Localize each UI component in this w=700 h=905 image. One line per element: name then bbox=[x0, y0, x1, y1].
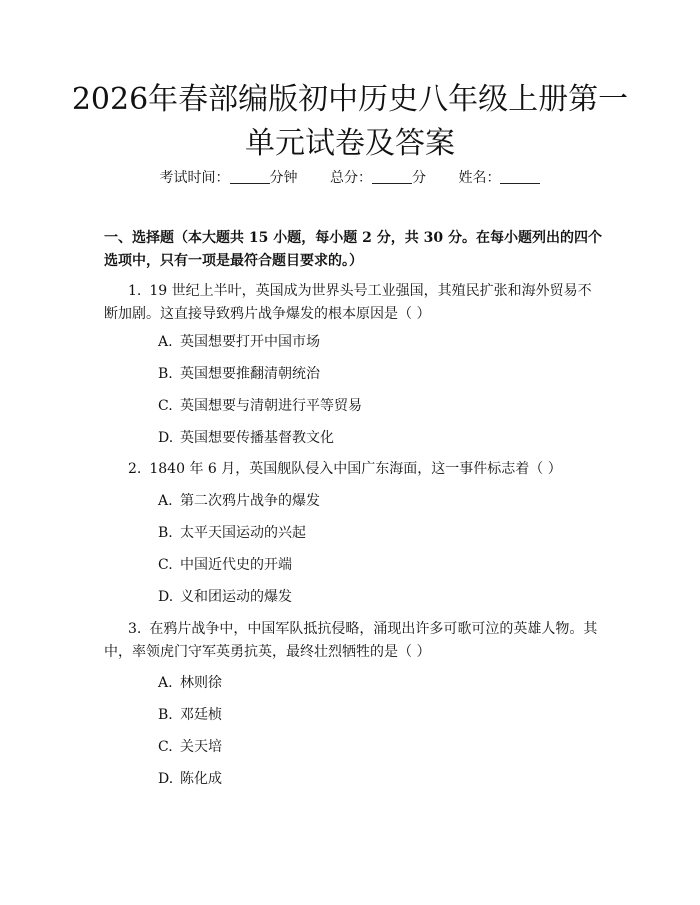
option-text: 陈化成 bbox=[180, 771, 222, 787]
time-blank bbox=[230, 169, 270, 184]
option-letter: B. bbox=[158, 707, 173, 723]
question-number: 3. bbox=[128, 621, 142, 637]
option-letter: B. bbox=[158, 525, 173, 541]
option-text: 邓廷桢 bbox=[180, 707, 222, 723]
name-label: 姓名： bbox=[458, 170, 501, 186]
option-text: 义和团运动的爆发 bbox=[180, 589, 292, 605]
question-1 bbox=[104, 280, 604, 326]
option-letter: D. bbox=[158, 589, 174, 605]
option-text: 中国近代史的开端 bbox=[180, 557, 292, 573]
option-text: 英国想要传播基督教文化 bbox=[180, 430, 334, 446]
question-number: 2. bbox=[128, 461, 142, 477]
exam-title: 2026年春部编版初中历史八年级上册第一单元试卷及答案 bbox=[71, 82, 629, 161]
name-field bbox=[458, 170, 540, 186]
score-unit: 分 bbox=[412, 170, 426, 186]
option-letter: D. bbox=[158, 771, 174, 787]
question-3-option-a bbox=[158, 673, 598, 693]
option-letter: A. bbox=[158, 675, 173, 691]
option-text: 第二次鸦片战争的爆发 bbox=[180, 493, 320, 509]
exam-meta bbox=[0, 168, 700, 188]
question-1-option-a bbox=[158, 332, 598, 352]
question-2-option-d bbox=[158, 587, 598, 607]
question-1-option-b bbox=[158, 364, 598, 384]
option-text: 英国想要与清朝进行平等贸易 bbox=[180, 398, 362, 414]
option-letter: B. bbox=[158, 366, 173, 382]
question-3 bbox=[104, 618, 604, 664]
option-letter: C. bbox=[158, 557, 173, 573]
score-field bbox=[330, 170, 430, 186]
question-1-option-d bbox=[158, 428, 598, 448]
option-text: 林则徐 bbox=[180, 675, 222, 691]
question-text: 19 世纪上半叶，英国成为世界头号工业强国，其殖民扩张和海外贸易不断加剧。这直接导致鸦片战争爆发的根本原因是（ ） bbox=[104, 283, 592, 322]
question-1-option-c bbox=[158, 396, 598, 416]
score-blank bbox=[372, 169, 412, 184]
question-2-option-b bbox=[158, 523, 598, 543]
question-3-option-c bbox=[158, 737, 598, 757]
option-text: 太平天国运动的兴起 bbox=[180, 525, 306, 541]
question-2-option-a bbox=[158, 491, 598, 511]
time-unit: 分钟 bbox=[269, 170, 298, 186]
question-2 bbox=[104, 458, 604, 481]
option-letter: A. bbox=[158, 334, 173, 350]
option-text: 关天培 bbox=[180, 739, 222, 755]
option-letter: D. bbox=[158, 430, 174, 446]
question-text: 1840 年 6 月，英国舰队侵入中国广东海面，这一事件标志着（ ） bbox=[149, 461, 562, 477]
time-field bbox=[160, 170, 302, 186]
time-label: 考试时间： bbox=[159, 170, 230, 186]
option-text: 英国想要打开中国市场 bbox=[180, 334, 320, 350]
option-text: 英国想要推翻清朝统治 bbox=[180, 366, 320, 382]
question-number: 1. bbox=[128, 283, 142, 299]
question-2-option-c bbox=[158, 555, 598, 575]
option-letter: C. bbox=[158, 398, 173, 414]
option-letter: A. bbox=[158, 493, 173, 509]
question-text: 在鸦片战争中，中国军队抵抗侵略，涌现出许多可歌可泣的英雄人物。其中，率领虎门守军英勇抗英，最终壮烈牺牲的是（ ） bbox=[104, 621, 598, 660]
question-3-option-d bbox=[158, 769, 598, 789]
option-letter: C. bbox=[158, 739, 173, 755]
section-heading: 一、选择题（本大题共 15 小题，每小题 2 分，共 30 分。在每小题列出的四个选项中，只有一项是最符合题目要求的。） bbox=[104, 230, 602, 269]
question-3-option-b bbox=[158, 705, 598, 725]
name-blank bbox=[500, 169, 540, 184]
score-label: 总分： bbox=[330, 170, 372, 186]
